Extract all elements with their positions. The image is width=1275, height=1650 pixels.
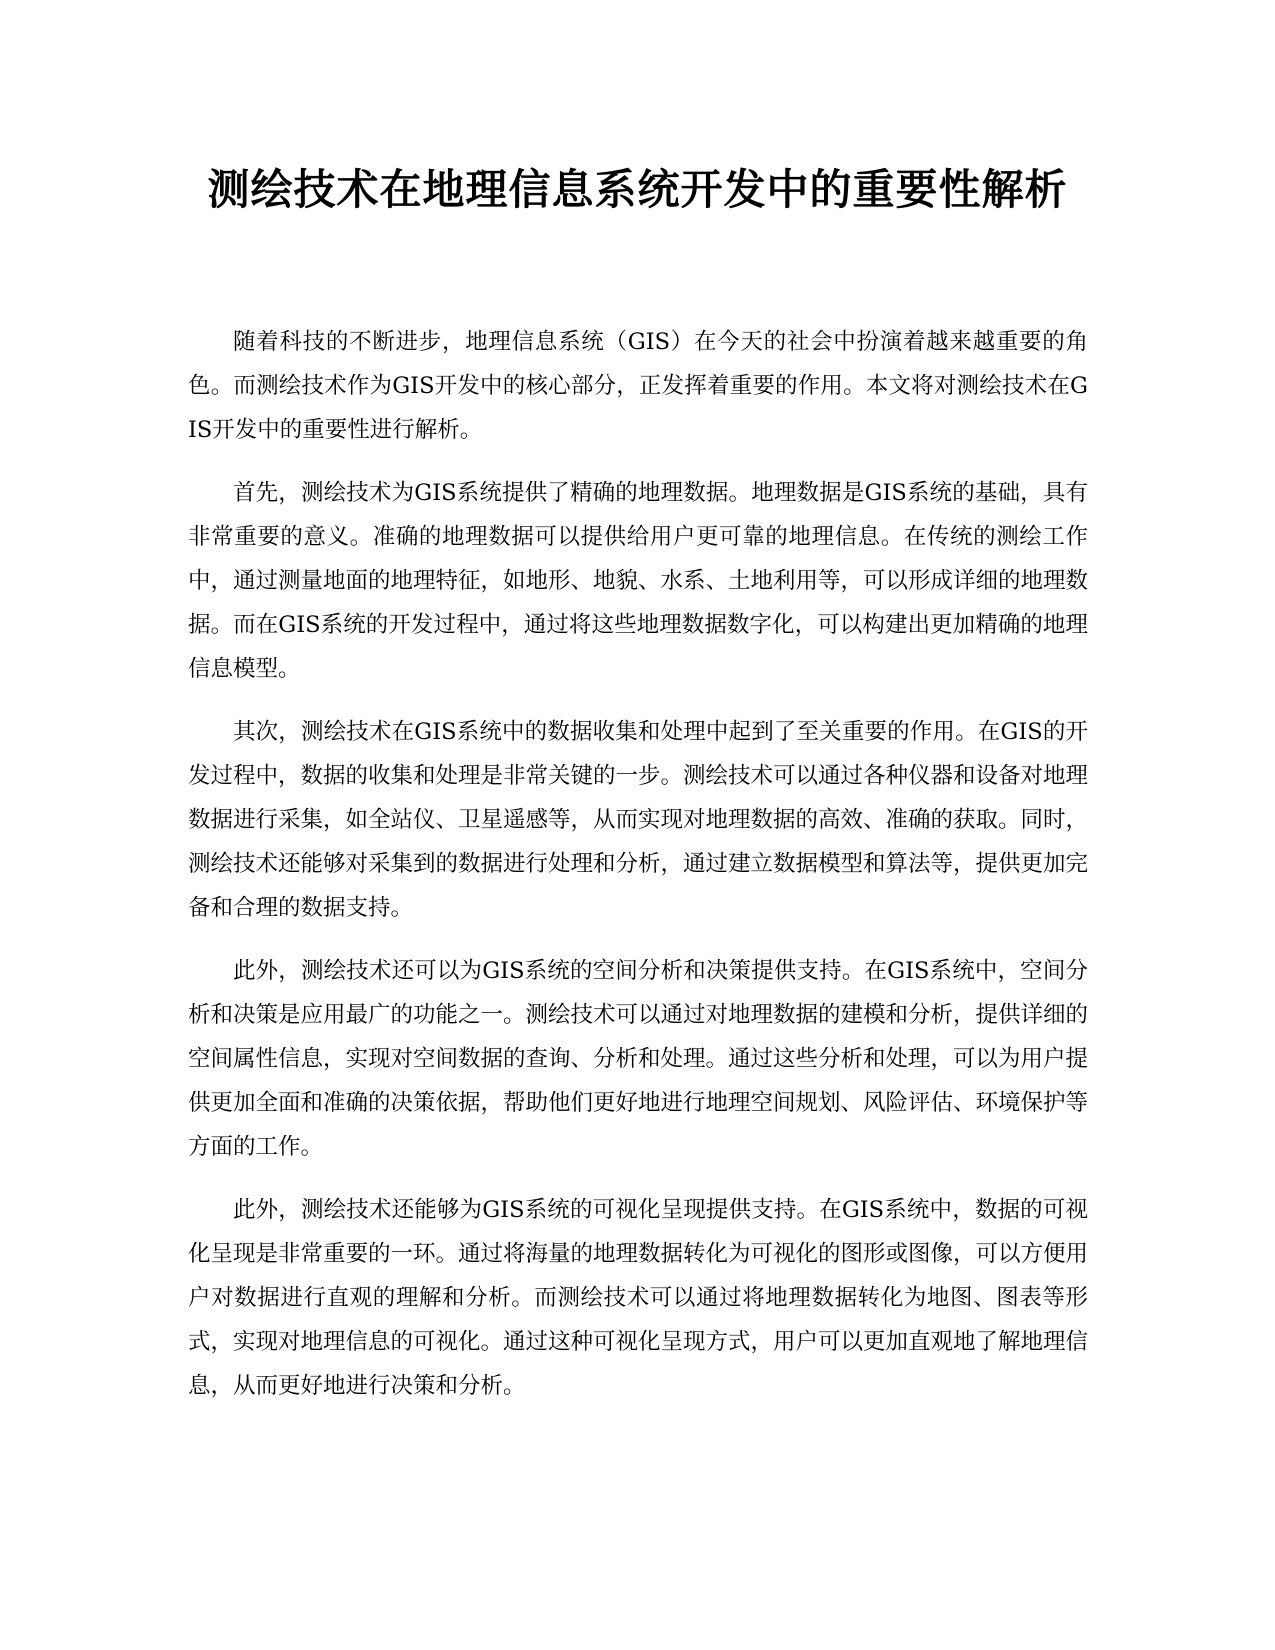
paragraph-5: 此外，测绘技术还能够为GIS系统的可视化呈现提供支持。在GIS系统中，数据的可视化呈现是非常重要的一环。通过将海量的地理数据转化为可视化的图形或图像，可以方便用户对数据进行直观的理解和分析。而测绘技术可以通过将地理数据转化为地图、图表等形式，实现对地理信息的可视化。通过这种可视化呈现方式，用户可以更加直观地了解地理信息，从而更好地进行决策和分析。 — [188, 1197, 1089, 1399]
document-body — [188, 320, 1088, 1427]
paragraph-2: 首先，测绘技术为GIS系统提供了精确的地理数据。地理数据是GIS系统的基础，具有非常重要的意义。准确的地理数据可以提供给用户更可靠的地理信息。在传统的测绘工作中，通过测量地面的地理特征，如地形、地貌、水系、土地利用等，可以形成详细的地理数据。而在GIS系统的开发过程中，通过将这些地理数据数字化，可以构建出更加精确的地理信息模型。 — [188, 480, 1089, 682]
paragraph-1: 随着科技的不断进步，地理信息系统（GIS）在今天的社会中扮演着越来越重要的角色。而测绘技术作为GIS开发中的核心部分，正发挥着重要的作用。本文将对测绘技术在GIS开发中的重要性进行解析。 — [188, 329, 1088, 443]
paragraph-4: 此外，测绘技术还可以为GIS系统的空间分析和决策提供支持。在GIS系统中，空间分析和决策是应用最广的功能之一。测绘技术可以通过对地理数据的建模和分析，提供详细的空间属性信息，实现对空间数据的查询、分析和处理。通过这些分析和处理，可以为用户提供更加全面和准确的决策依据，帮助他们更好地进行地理空间规划、风险评估、环境保护等方面的工作。 — [188, 958, 1089, 1160]
paragraph-3: 其次，测绘技术在GIS系统中的数据收集和处理中起到了至关重要的作用。在GIS的开发过程中，数据的收集和处理是非常关键的一步。测绘技术可以通过各种仪器和设备对地理数据进行采集，如全站仪、卫星遥感等，从而实现对地理数据的高效、准确的获取。同时，测绘技术还能够对采集到的数据进行处理和分析，通过建立数据模型和算法等，提供更加完备和合理的数据支持。 — [188, 719, 1089, 921]
document-title: 测绘技术在地理信息系统开发中的重要性解析 — [207, 165, 1068, 214]
